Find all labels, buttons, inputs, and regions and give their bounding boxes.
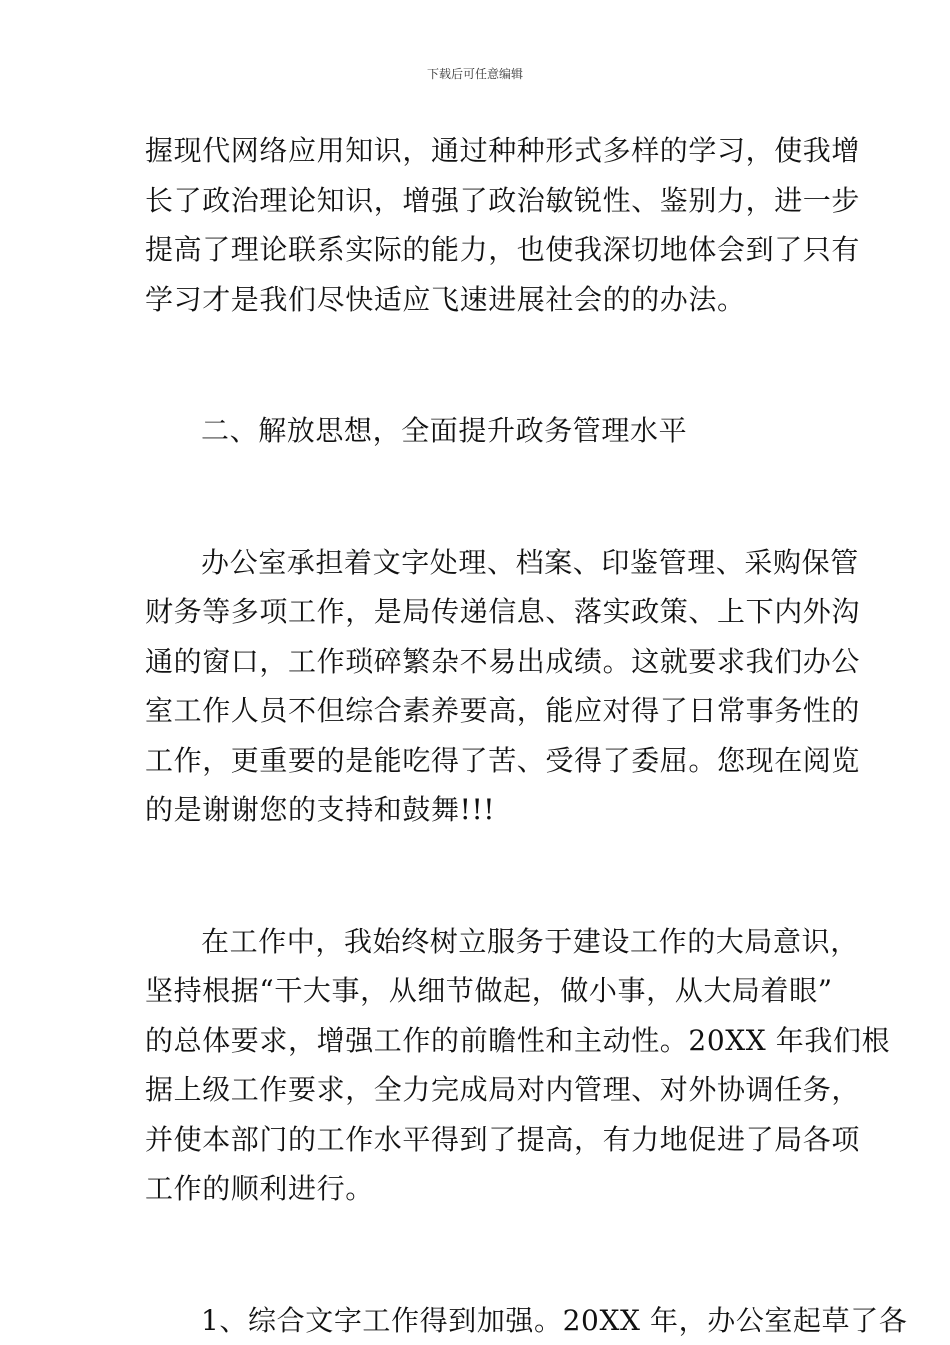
paragraph-writing-work	[145, 1296, 813, 1345]
paragraph-study	[145, 126, 813, 324]
paragraph-gap	[145, 456, 813, 538]
text-line: 学习才是我们尽快适应飞速进展社会的的办法。	[145, 275, 813, 325]
text-line: 坚持根据“干大事，从细节做起，做小事，从大局着眼”	[145, 966, 813, 1016]
text-line: 工作的顺利进行。	[145, 1164, 813, 1214]
text-line: 并使本部门的工作水平得到了提高，有力地促进了局各项	[145, 1115, 813, 1165]
text-line: 的是谢谢您的支持和鼓舞!!!	[145, 785, 813, 835]
text-line: 1、综合文字工作得到加强。20XX 年，办公室起草了各	[145, 1296, 813, 1345]
text-line: 办公室承担着文字处理、档案、印鉴管理、采购保管	[145, 538, 813, 588]
document-body	[145, 126, 813, 1345]
page-header: 下载后可任意编辑	[0, 66, 950, 82]
paragraph-gap	[145, 324, 813, 406]
text-line: 通的窗口，工作琐碎繁杂不易出成绩。这就要求我们办公	[145, 637, 813, 687]
text-line: 据上级工作要求，全力完成局对内管理、对外协调任务，	[145, 1065, 813, 1115]
paragraph-work-awareness	[145, 917, 813, 1214]
text-line: 财务等多项工作，是局传递信息、落实政策、上下内外沟	[145, 587, 813, 637]
heading-line: 二、解放思想，全面提升政务管理水平	[145, 406, 813, 456]
text-line: 的总体要求，增强工作的前瞻性和主动性。20XX 年我们根	[145, 1016, 813, 1066]
text-line: 在工作中，我始终树立服务于建设工作的大局意识，	[145, 917, 813, 967]
paragraph-gap	[145, 1214, 813, 1296]
text-line: 工作，更重要的是能吃得了苦、受得了委屈。您现在阅览	[145, 736, 813, 786]
paragraph-gap	[145, 835, 813, 917]
text-line: 长了政治理论知识，增强了政治敏锐性、鉴别力，进一步	[145, 176, 813, 226]
section-heading	[145, 406, 813, 456]
text-line: 握现代网络应用知识，通过种种形式多样的学习，使我增	[145, 126, 813, 176]
text-line: 提高了理论联系实际的能力，也使我深切地体会到了只有	[145, 225, 813, 275]
text-line: 室工作人员不但综合素养要高，能应对得了日常事务性的	[145, 686, 813, 736]
paragraph-office-duties	[145, 538, 813, 835]
